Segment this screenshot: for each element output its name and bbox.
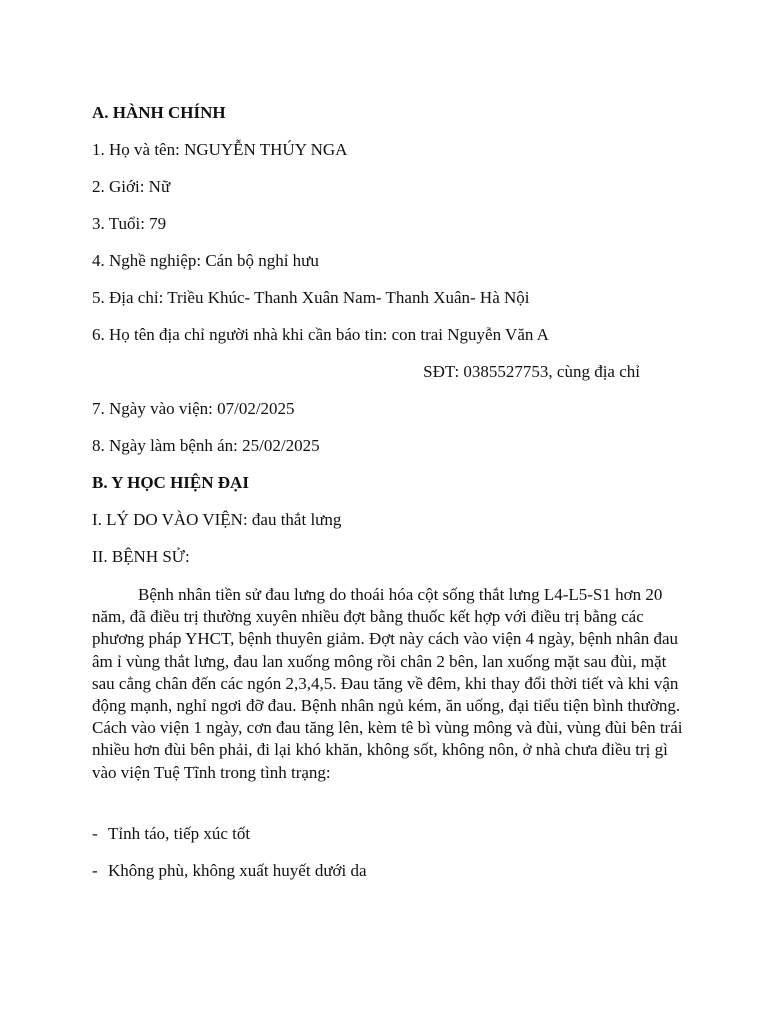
patient-address: 5. Địa chỉ: Triều Khúc- Thanh Xuân Nam- Thanh Xuân- Hà Nội: [92, 288, 530, 307]
bullet-text: Tỉnh táo, tiếp xúc tốt: [108, 824, 251, 843]
section-a-title: A. HÀNH CHÍNH: [92, 103, 226, 122]
section-b-title: B. Y HỌC HIỆN ĐẠI: [92, 473, 249, 492]
patient-gender: 2. Giới: Nữ: [92, 177, 171, 196]
list-item: [92, 861, 367, 881]
history-paragraph: Bệnh nhân tiền sử đau lưng do thoái hóa cột sống thắt lưng L4-L5-S1 hơn 20 năm, đã điều trị thường xuyên nhiều đợt bằng thuốc kết hợp với điều trị bằng các phương pháp YHCT, bệnh thuyên giảm. Đợt này cách vào viện 4 ngày, bệnh nhân đau âm ỉ vùng thắt lưng, đau lan xuống mông rồi chân 2 bên, lan xuống mặt sau đùi, mặt sau cẳng chân đến các ngón 2,3,4,5. Đau tăng về đêm, khi thay đổi thời tiết và khi vận động mạnh, nghỉ ngơi đỡ đau. Bệnh nhân ngủ kém, ăn uống, đại tiểu tiện bình thường. Cách vào viện 1 ngày, cơn đau tăng lên, kèm tê bì vùng mông và đùi, vùng đùi bên trái nhiều hơn đùi bên phải, đi lại khó khăn, không sốt, không nôn, ở nhà chưa điều trị gì vào viện Tuệ Tĩnh trong tình trạng:: [92, 585, 683, 782]
patient-occupation: 4. Nghề nghiệp: Cán bộ nghỉ hưu: [92, 251, 319, 270]
emergency-contact-phone: SĐT: 0385527753, cùng địa chỉ: [423, 362, 640, 381]
patient-age: 3. Tuổi: 79: [92, 214, 167, 233]
admission-date: 7. Ngày vào viện: 07/02/2025: [92, 399, 295, 418]
admission-reason: I. LÝ DO VÀO VIỆN: đau thắt lưng: [92, 510, 342, 529]
patient-name: 1. Họ và tên: NGUYỄN THÚY NGA: [92, 140, 348, 159]
list-item: [92, 824, 250, 844]
history-title: II. BỆNH SỬ:: [92, 547, 190, 566]
emergency-contact: 6. Họ tên địa chỉ người nhà khi cần báo tin: con trai Nguyễn Văn A: [92, 325, 549, 344]
record-date: 8. Ngày làm bệnh án: 25/02/2025: [92, 436, 320, 455]
bullet-text: Không phù, không xuất huyết dưới da: [108, 861, 367, 880]
bullet-marker: -: [92, 824, 98, 843]
bullet-marker: -: [92, 861, 98, 880]
